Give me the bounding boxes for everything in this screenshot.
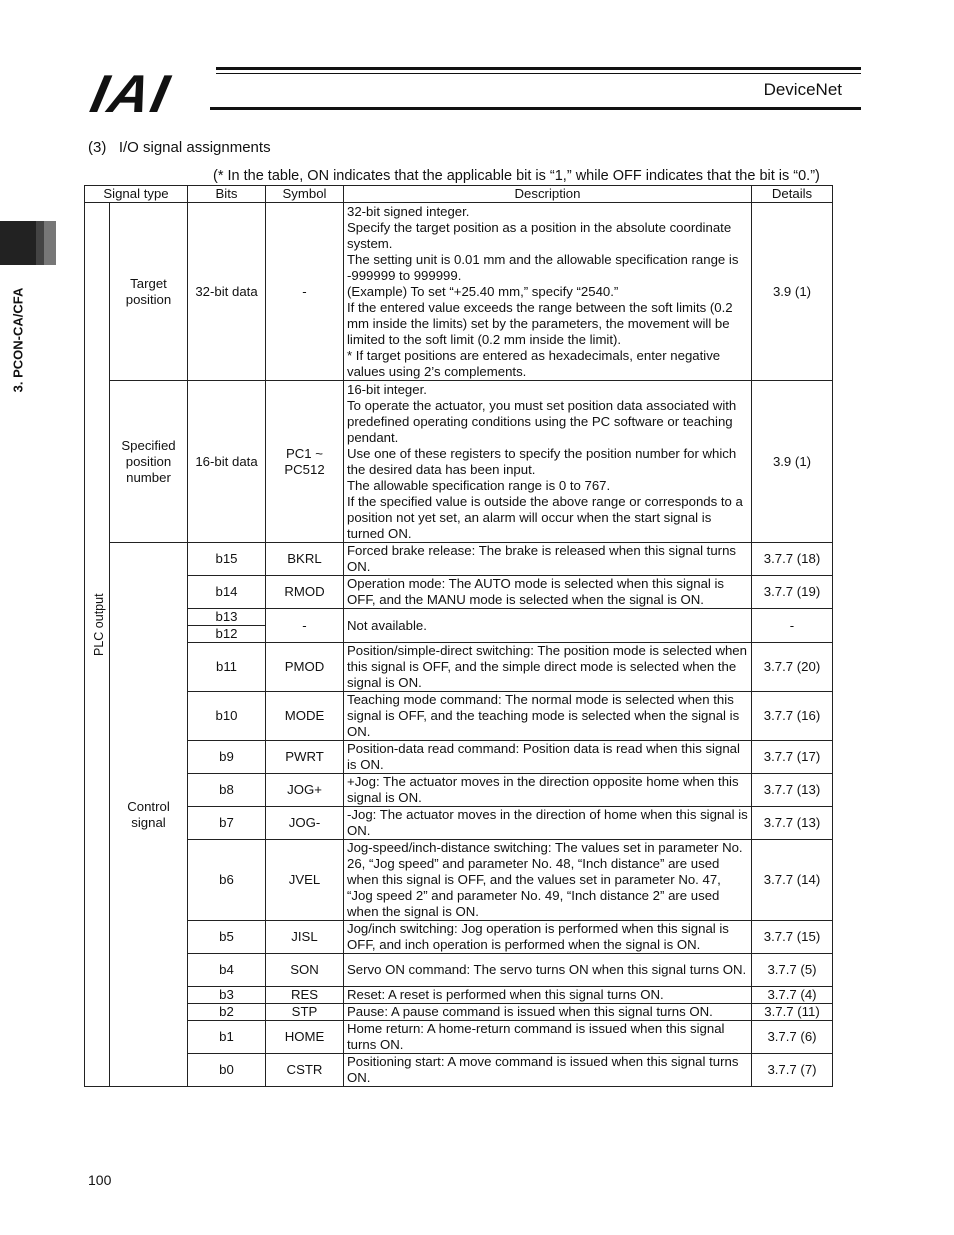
- details-cell: 3.7.7 (4): [752, 987, 833, 1004]
- header-symbol: Symbol: [266, 186, 344, 203]
- symbol-cell: BKRL: [266, 543, 344, 576]
- description-cell: Home return: A home-return command is issued when this signal turns ON.: [344, 1021, 752, 1054]
- bits-cell: b12: [188, 626, 266, 643]
- table-row: [85, 576, 833, 609]
- io-signal-table: [84, 185, 833, 1087]
- symbol-cell: RES: [266, 987, 344, 1004]
- bits-cell: b10: [188, 692, 266, 741]
- details-cell: 3.9 (1): [752, 203, 833, 381]
- bits-cell: b4: [188, 954, 266, 987]
- description-cell: Positioning start: A move command is issued when this signal turns ON.: [344, 1054, 752, 1087]
- signal-type-cell: Specified position number: [110, 381, 188, 543]
- symbol-cell: JOG-: [266, 807, 344, 840]
- bits-cell: b2: [188, 1004, 266, 1021]
- bits-cell: b8: [188, 774, 266, 807]
- symbol-cell: HOME: [266, 1021, 344, 1054]
- table-row: [85, 1054, 833, 1087]
- header-rule-bottom: [210, 107, 861, 110]
- table-row: [85, 1004, 833, 1021]
- description-cell: Reset: A reset is performed when this signal turns ON.: [344, 987, 752, 1004]
- chapter-tab-marker-light: [44, 221, 56, 265]
- symbol-cell: SON: [266, 954, 344, 987]
- description-cell: +Jog: The actuator moves in the direction opposite home when this signal is ON.: [344, 774, 752, 807]
- symbol-cell: JVEL: [266, 840, 344, 921]
- bits-cell: b7: [188, 807, 266, 840]
- symbol-cell: -: [266, 203, 344, 381]
- table-row: [85, 643, 833, 692]
- table-row: [85, 741, 833, 774]
- description-cell: Operation mode: The AUTO mode is selected when this signal is OFF, and the MANU mode is selected when the signal is ON.: [344, 576, 752, 609]
- plc-output-cell: [85, 203, 110, 1087]
- iai-logo: IAI: [85, 63, 177, 124]
- description-cell: Teaching mode command: The normal mode is selected when this signal is OFF, and the teaching mode is selected when the signal is ON.: [344, 692, 752, 741]
- header-bits: Bits: [188, 186, 266, 203]
- details-cell: 3.7.7 (17): [752, 741, 833, 774]
- details-cell: 3.7.7 (20): [752, 643, 833, 692]
- details-cell: 3.7.7 (19): [752, 576, 833, 609]
- header-rule-top: [216, 67, 861, 70]
- chapter-tab-marker-mid: [36, 221, 44, 265]
- description-cell: 32-bit signed integer. Specify the target position as a position in the absolute coordinate system. The setting unit is 0.01 mm and the allowable specification range is -999999 to 999999. (Example) To set “+25.40 mm,” specify “2540.” If the entered value exceeds the range between the soft limits (0.2 mm inside the limits) set by the parameters, the movement will be limited to the soft limit (0.2 mm inside the limit). * If target positions are entered as hexadecimals, enter negative values using 2’s complements.: [344, 203, 752, 381]
- table-row: [85, 807, 833, 840]
- details-cell: 3.7.7 (15): [752, 921, 833, 954]
- bits-cell: 32-bit data: [188, 203, 266, 381]
- table-row: [85, 774, 833, 807]
- bits-cell: b0: [188, 1054, 266, 1087]
- symbol-cell: RMOD: [266, 576, 344, 609]
- description-cell: Servo ON command: The servo turns ON when this signal turns ON.: [344, 954, 752, 987]
- table-note: (* In the table, ON indicates that the applicable bit is “1,” while OFF indicates that the bit is “0.”): [213, 168, 820, 184]
- control-signal-cell: Control signal: [110, 543, 188, 1087]
- chapter-label: 3. PCON-CA/CFA: [10, 287, 26, 393]
- header-signal-type: Signal type: [85, 186, 188, 203]
- bits-cell: 16-bit data: [188, 381, 266, 543]
- details-cell: 3.7.7 (11): [752, 1004, 833, 1021]
- description-cell: Jog-speed/inch-distance switching: The values set in parameter No. 26, “Jog speed” and parameter No. 48, “Inch distance” are used when this signal is OFF, and the values set in parameter No. 47, “Jog speed 2” and parameter No. 49, “Inch distance 2” are used when the signal is ON.: [344, 840, 752, 921]
- description-cell: Jog/inch switching: Jog operation is performed when this signal is OFF, and inch operation is performed when the signal is ON.: [344, 921, 752, 954]
- symbol-cell: -: [266, 609, 344, 643]
- symbol-cell: JOG+: [266, 774, 344, 807]
- details-cell: 3.9 (1): [752, 381, 833, 543]
- table-row: [85, 921, 833, 954]
- symbol-cell: PMOD: [266, 643, 344, 692]
- bits-cell: b3: [188, 987, 266, 1004]
- header-description: Description: [344, 186, 752, 203]
- bits-cell: b13: [188, 609, 266, 626]
- bits-cell: b5: [188, 921, 266, 954]
- details-cell: 3.7.7 (5): [752, 954, 833, 987]
- details-cell: 3.7.7 (18): [752, 543, 833, 576]
- plc-output-label: PLC output: [92, 592, 106, 656]
- bits-cell: b15: [188, 543, 266, 576]
- bits-cell: b11: [188, 643, 266, 692]
- table-row: [85, 692, 833, 741]
- description-cell: Not available.: [344, 609, 752, 643]
- table-row: [85, 987, 833, 1004]
- header-details: Details: [752, 186, 833, 203]
- bits-cell: b6: [188, 840, 266, 921]
- details-cell: 3.7.7 (13): [752, 807, 833, 840]
- symbol-cell: CSTR: [266, 1054, 344, 1087]
- symbol-cell: JISL: [266, 921, 344, 954]
- signal-type-cell: Target position: [110, 203, 188, 381]
- table-row-target-position: [85, 203, 833, 381]
- description-cell: -Jog: The actuator moves in the direction of home when this signal is ON.: [344, 807, 752, 840]
- bits-cell: b9: [188, 741, 266, 774]
- description-cell: 16-bit integer. To operate the actuator, you must set position data associated with predefined operating conditions using the PC software or teaching pendant. Use one of these registers to specify the position number for which the desired data has been input. The allowable specification range is 0 to 767. If the specified value is outside the above range or corresponds to a position not yet set, an alarm will occur when the start signal is turned ON.: [344, 381, 752, 543]
- table-row-specified-position: [85, 381, 833, 543]
- details-cell: 3.7.7 (13): [752, 774, 833, 807]
- symbol-cell: PWRT: [266, 741, 344, 774]
- symbol-cell: MODE: [266, 692, 344, 741]
- symbol-cell: PC1 ~ PC512: [266, 381, 344, 543]
- details-cell: -: [752, 609, 833, 643]
- table-header-row: [85, 186, 833, 203]
- details-cell: 3.7.7 (6): [752, 1021, 833, 1054]
- table-row: [85, 954, 833, 987]
- details-cell: 3.7.7 (14): [752, 840, 833, 921]
- bits-cell: b1: [188, 1021, 266, 1054]
- details-cell: 3.7.7 (7): [752, 1054, 833, 1087]
- description-cell: Pause: A pause command is issued when this signal turns ON.: [344, 1004, 752, 1021]
- page-number: 100: [88, 1172, 112, 1188]
- description-cell: Position/simple-direct switching: The position mode is selected when this signal is OFF, and the simple direct mode is selected when the signal is ON.: [344, 643, 752, 692]
- table-row: [85, 543, 833, 576]
- table-row: [85, 1021, 833, 1054]
- description-cell: Position-data read command: Position data is read when this signal is ON.: [344, 741, 752, 774]
- bits-cell: b14: [188, 576, 266, 609]
- description-cell: Forced brake release: The brake is released when this signal turns ON.: [344, 543, 752, 576]
- table-row: [85, 840, 833, 921]
- table-row: [85, 609, 833, 626]
- header-rule-thin: [216, 73, 861, 74]
- header-title: DeviceNet: [763, 80, 842, 99]
- chapter-tab-marker: [0, 221, 36, 265]
- symbol-cell: STP: [266, 1004, 344, 1021]
- section-title: (3) I/O signal assignments: [88, 139, 271, 156]
- details-cell: 3.7.7 (16): [752, 692, 833, 741]
